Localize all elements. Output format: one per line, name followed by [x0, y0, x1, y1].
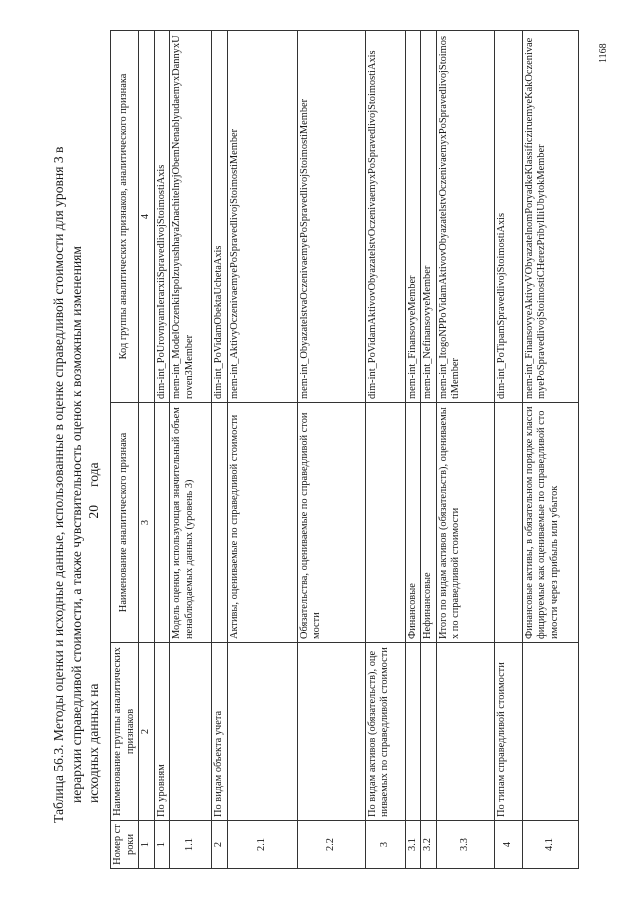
row-name [212, 403, 228, 643]
header-cell-2: Наименование группы аналитических признаков [111, 643, 139, 821]
title-line-2: иерархии справедливой стоимости, а также чувствительность оценок к возможным изменениям [68, 246, 84, 803]
table-row [405, 31, 421, 869]
row-code: dim-int_PoVidamObektaUchetaAxis [212, 31, 228, 403]
row-code: mem-int_ModelOczenkiIspolzuyushhayaZnachitelnyjObemNenablyudaemyxDannyxUroven3Member [170, 31, 212, 403]
row-number: 3.1 [405, 821, 421, 869]
row-name: Активы, оцениваемые по справедливой стоимости [227, 403, 297, 643]
title-line-3-left: исходных данных на [86, 683, 101, 803]
table-row [227, 31, 297, 869]
row-code: mem-int_ItogoNPPoVidamAktivovObyazatelstvOczenivaemyxPoSpravedlivojStoimostiMember [436, 31, 494, 403]
title-line-3-right: года [86, 462, 101, 487]
table-row [494, 31, 522, 869]
row-number: 2.2 [297, 821, 365, 869]
table-row [436, 31, 494, 869]
table-row [421, 31, 437, 869]
row-number: 2.1 [227, 821, 297, 869]
row-number: 1 [154, 821, 170, 869]
title-line-3-year: 20 [86, 505, 101, 519]
header-number-2: 2 [139, 643, 155, 821]
row-group: По видам объекта учета [212, 643, 228, 821]
row-name: Модель оценки, использующая значительный объем ненаблюдаемых данных (уровень 3) [170, 403, 212, 643]
header-number-row [139, 31, 155, 869]
table-row [154, 31, 170, 869]
row-code: dim-int_PoUrovnyamIerarxiiSpravedlivojStoimostiAxis [154, 31, 170, 403]
table-title [50, 43, 103, 823]
row-name [494, 403, 522, 643]
row-number: 4.1 [522, 821, 578, 869]
row-name: Нефинансовые [421, 403, 437, 643]
table-row [297, 31, 365, 869]
row-code: mem-int_FinansovyeAktivyVObyazatelnomPoryadkeKlassificziruemyeKakOczenivaemyePoSpravedlivojStoimostiCHerezPribylIliUbytokMember [522, 31, 578, 403]
fair-value-table [110, 30, 579, 869]
row-name: Финансовые активы, в обязательном порядке классифицируемые как оцениваемые по справедливой стоимости через прибыль или убыток [522, 403, 578, 643]
row-group: По типам справедливой стоимости [494, 643, 522, 821]
row-name [365, 403, 405, 643]
row-group [405, 643, 421, 821]
table-row [365, 31, 405, 869]
row-number: 2 [212, 821, 228, 869]
row-code: mem-int_FinansovyeMember [405, 31, 421, 403]
row-name: Обязательства, оцениваемые по справедливой стоимости [297, 403, 365, 643]
row-number: 4 [494, 821, 522, 869]
row-group [522, 643, 578, 821]
row-group: По видам активов (обязательств), оцениваемых по справедливой стоимости [365, 643, 405, 821]
row-number: 3 [365, 821, 405, 869]
header-cell-4: Код группы аналитических признаков, аналитического признака [111, 31, 139, 403]
header-cell-3: Наименование аналитического признака [111, 403, 139, 643]
row-group [297, 643, 365, 821]
header-cell-1: Номер строки [111, 821, 139, 869]
table-row [170, 31, 212, 869]
header-number-3: 3 [139, 403, 155, 643]
header-number-4: 4 [139, 31, 155, 403]
page-number: 1168 [598, 43, 609, 63]
row-name: Итого по видам активов (обязательств), оцениваемых по справедливой стоимости [436, 403, 494, 643]
row-code: mem-int_AktivyOczenivaemyePoSpravedlivojStoimostiMember [227, 31, 297, 403]
header-number-1: 1 [139, 821, 155, 869]
row-code: dim-int_PoVidamAktivovObyazatelstvOczenivaemyxPoSpravedlivojStoimostiAxis [365, 31, 405, 403]
table-row [522, 31, 578, 869]
row-group [227, 643, 297, 821]
row-code: mem-int_ObyazatelstvaOczenivaemyePoSpravedlivojStoimostiMember [297, 31, 365, 403]
title-line-1: Таблица 56.3. Методы оценки и исходные данные, использованные в оценке справедливой стоимости для уровня 3 в [51, 146, 66, 823]
row-code: dim-int_PoTipamSpravedlivojStoimostiAxis [494, 31, 522, 403]
row-name [154, 403, 170, 643]
row-group: По уровням [154, 643, 170, 821]
row-group [436, 643, 494, 821]
row-number: 3.3 [436, 821, 494, 869]
row-code: mem-int_NefinansovyeMember [421, 31, 437, 403]
row-number: 3.2 [421, 821, 437, 869]
row-number: 1.1 [170, 821, 212, 869]
row-group [170, 643, 212, 821]
table-row [212, 31, 228, 869]
header-row [111, 31, 139, 869]
title-line-3 [85, 43, 103, 823]
row-name: Финансовые [405, 403, 421, 643]
row-group [421, 643, 437, 821]
